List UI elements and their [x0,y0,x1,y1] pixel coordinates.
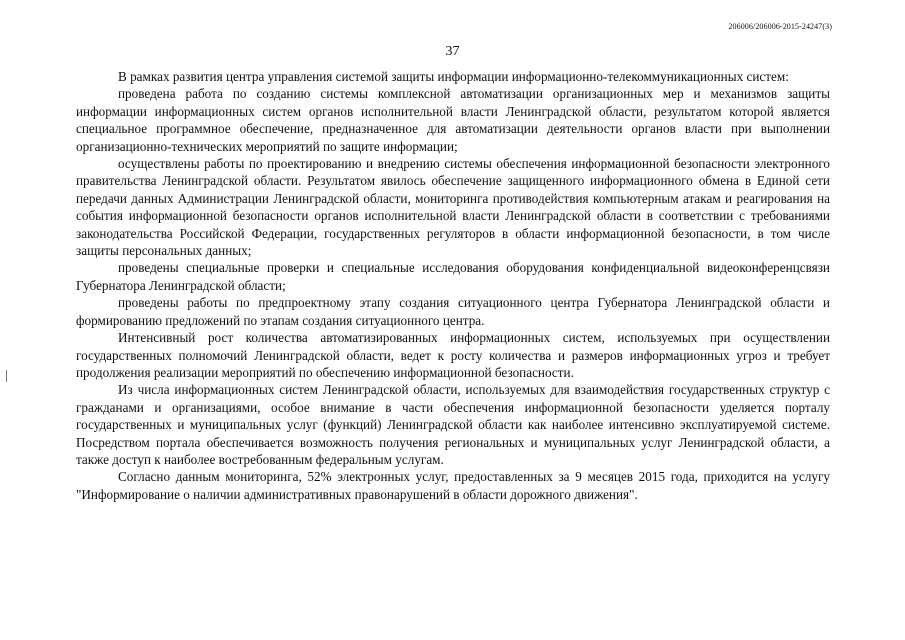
paragraph-situation-center: проведены работы по предпроектному этапу создания ситуационного центра Губернатора Ленинградской области и формированию предложений по этапам создания ситуационного центра. [76,295,830,328]
page-number: 37 [445,44,460,59]
paragraph-growth-threats: Интенсивный рост количества автоматизированных информационных систем, используемых при осуществлении государственных полномочий Ленинградской области, ведет к росту количества и размеров информационных угроз и требует продолжения реализации мероприятий по обеспечению информационной безопасности. [76,330,830,380]
paragraph-intro: В рамках развития центра управления системой защиты информации информационно-телекоммуникационных систем: [118,69,789,84]
document-id: 206006/206006-2015-24247(3) [728,22,832,31]
paragraph-special-checks: проведены специальные проверки и специальные исследования оборудования конфиденциальной видеоконференцсвязи Губернатора Ленинградской области; [76,260,830,293]
scan-artifact [6,370,7,382]
paragraph-portal: Из числа информационных систем Ленинградской области, используемых для взаимодействия государственных структур с гражданами и организациями, особое внимание в части обеспечения информационной безопасности уделяется порталу государственных и муниципальных услуг (функций) Ленинградской области как наиболее интенсивно эксплуатируемой системе. Посредством портала обеспечивается возможность получения региональных и муниципальных услуг Ленинградской области, а также доступ к наиболее востребованным федеральным услугам. [76,382,830,467]
paragraph-monitoring: Согласно данным мониторинга, 52% электронных услуг, предоставленных за 9 месяцев 2015 года, приходится на услугу "Информирование о наличии административных правонарушений в области дорожного движения". [76,469,830,502]
document-body [76,68,830,503]
paragraph-egov-security: осуществлены работы по проектированию и внедрению системы обеспечения информационной безопасности электронного правительства Ленинградской области. Результатом явилось обеспечение защищенного информационного обмена в Единой сети передачи данных Администрации Ленинградской области, мониторинга противодействия компьютерным атакам и реагирования на события информационной безопасности органов исполнительной власти Ленинградской области в соответствии с требованиями законодательства Российской Федерации, государственных регуляторов в области информационной безопасности, в том числе защиты персональных данных; [76,156,830,259]
paragraph-automation: проведена работа по созданию системы комплексной автоматизации организационных мер и механизмов защиты информации информационных систем органов исполнительной власти Ленинградской области, результатом которой является специальное программное обеспечение, предназначенное для автоматизации деятельности органов власти при выполнении организационно-технических мероприятий по защите информации; [76,86,830,154]
